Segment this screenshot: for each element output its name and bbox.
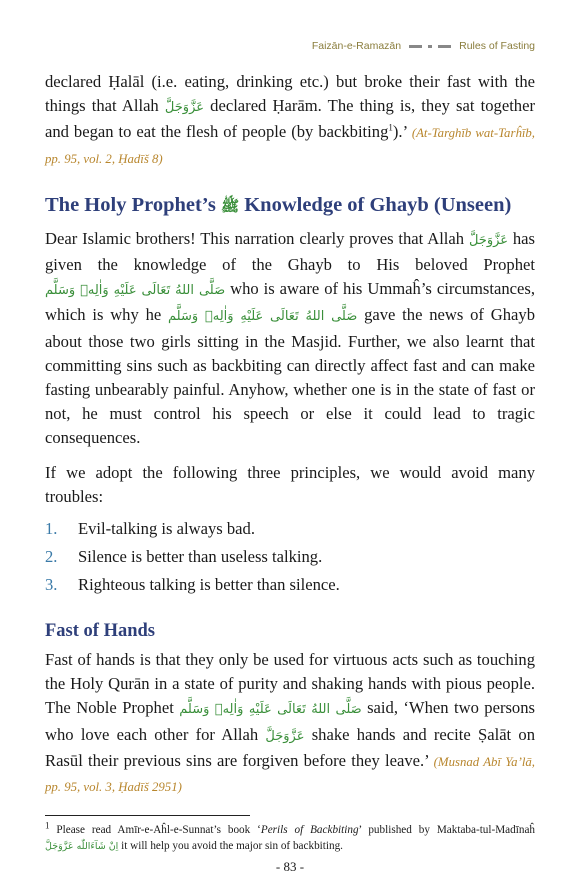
footnote-divider (45, 815, 250, 816)
header-chapter-title: Rules of Fasting (459, 40, 535, 52)
page-body (45, 70, 535, 875)
section-heading-fast-of-hands: Fast of Hands (45, 621, 155, 642)
hadith-reference: (At-Targhīb wat-Tarĥīb, pp. 95, vol. 2, Ḥadīš 8) (45, 126, 535, 166)
section-heading-knowledge-of-ghayb: The Holy Prophet’s ﷺ Knowledge of Ghayb (Unseen) (45, 193, 512, 216)
list-item: 1. Evil-talking is always bad. (45, 519, 255, 539)
paragraph-fast-of-hands: Fast of hands is that they only be used for virtuous acts such as touching the Holy Qurān in a state of purity and shaking hands with pious people. The Noble Prophet صَلَّى اللهُ تَعَالَى عَلَيْهِ وَاٰلِهٖ وَسَلَّم said, ‘When two persons who love each other for Allah عَزَّوَجَلَّ shake hands and recite Ṣalāt on Rasūl their previous sins are forgiven before they leave.’ (Musnad Abī Ya’lā, pp. 95, vol. 3, Ḥadīš 2951) (45, 650, 535, 795)
header-book-title: Faizān-e-Ramazān (311, 40, 402, 52)
paragraph-ghayb: Dear Islamic brothers! This narration clearly proves that Allah عَزَّوَجَلَّ has given the knowledge of the Ghayb to His beloved Prophet صَلَّى اللهُ تَعَالَى عَلَيْهِ وَاٰلِهٖ وَسَلَّم who is aware of his Ummaĥ’s circumstances, which is why he صَلَّى اللهُ تَعَالَى عَلَيْهِ وَاٰلِهٖ وَسَلَّم gave the news of Ghayb about those two girls sitting in the Masjid. Further, we also learnt that committing sins such as backbiting can directly affect fast and can make fasting unbearably painful. Anyhow, whether one is in the state of fast or not, he must control his speech or else it could lead to tragic consequences. (45, 228, 535, 448)
arabic-azzawajal: عَزَّوَجَلَّ (164, 100, 204, 116)
header-separator (409, 45, 451, 48)
footnote-ref: 1 (388, 122, 393, 133)
paragraph-principles-intro: If we adopt the following three principles, we would avoid many troubles: (45, 462, 535, 506)
page-number: - 83 - (275, 859, 305, 875)
list-item: 3. Righteous talking is better than silence. (45, 575, 340, 595)
list-item: 2. Silence is better than useless talking. (45, 547, 323, 567)
paragraph-hadith-end: declared Ḥalāl (i.e. eating, drinking etc.) but broke their fast with the things that Allah عَزَّوَجَلَّ declared Ḥarām. The thing is, they sat together and began to eat the flesh of people (by backbiting$^1$).’ (At-Targhīb wat-Tarĥīb, pp. 95, vol. 2, Ḥadīš 8) (45, 72, 535, 166)
principles-list (45, 515, 535, 599)
running-header (300, 38, 535, 54)
hadith-reference: (Musnad Abī Ya’lā, pp. 95, vol. 3, Ḥadīš 2951) (45, 754, 535, 795)
footnote: $^1$ Please read Amīr-e-Aĥl-e-Sunnat’s book ‘Perils of Backbiting’ published by Maktaba-tul-Madīnaĥ اِنْ شَآءَاللّٰه عَزَّوَجَلَّ it will help you avoid the major sin of backbiting. (45, 820, 535, 853)
